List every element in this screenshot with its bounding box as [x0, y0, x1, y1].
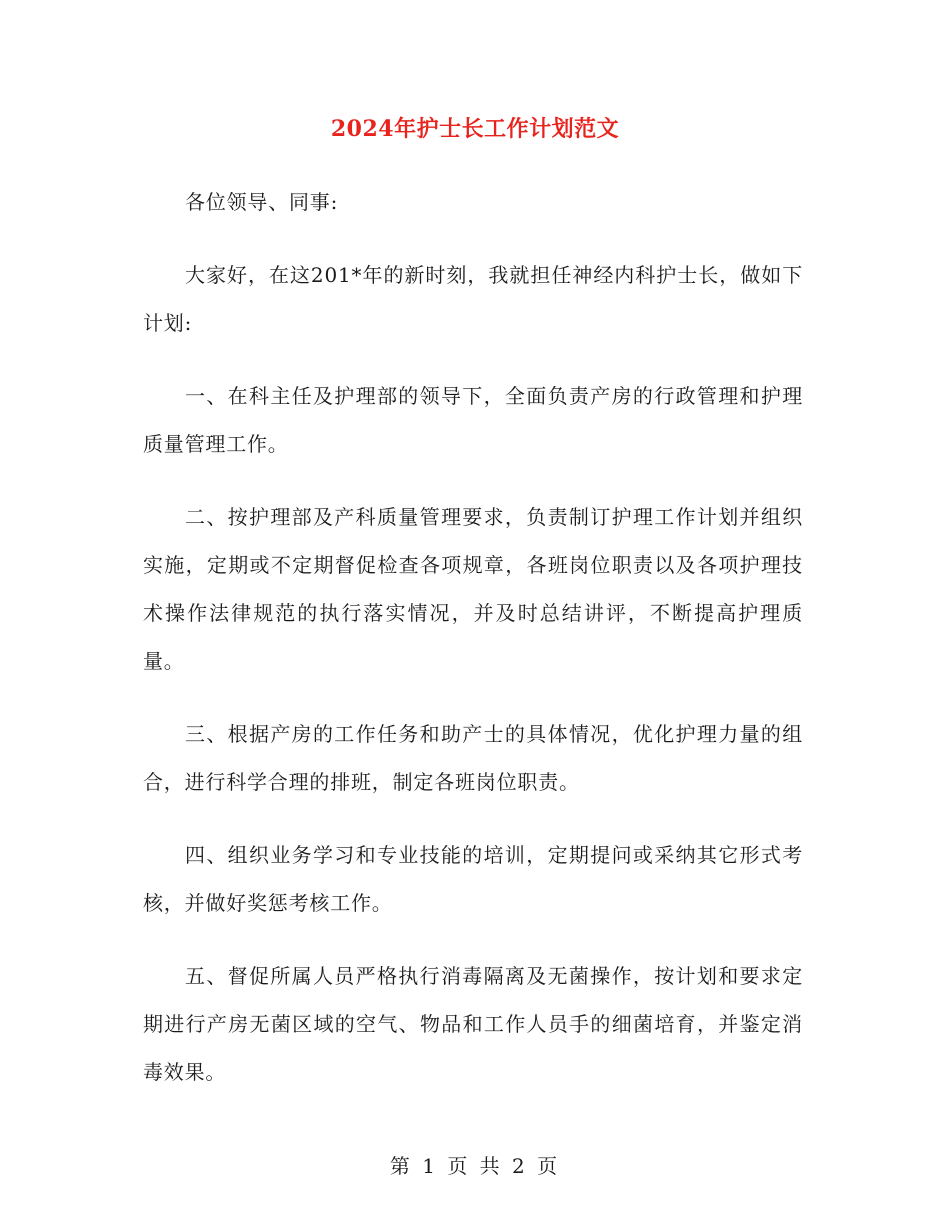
- paragraph-item-5: 五、督促所属人员严格执行消毒隔离及无菌操作，按计划和要求定期进行产房无菌区域的空气、物品和工作人员手的细菌培育，并鉴定消毒效果。: [143, 964, 803, 1084]
- paragraph-greeting: 各位领导、同事:: [185, 190, 339, 214]
- paragraph-intro: 大家好，在这201*年的新时刻，我就担任神经内科护士长，做如下计划:: [143, 263, 803, 335]
- paragraph-item-1: 一、在科主任及护理部的领导下，全面负责产房的行政管理和护理质量管理工作。: [143, 384, 803, 456]
- document-title: 2024年护士长工作计划范文: [330, 116, 620, 142]
- document-body: [143, 178, 803, 1121]
- page-number-footer: 第 1 页 共 2 页: [389, 1154, 561, 1178]
- paragraph-item-4: 四、组织业务学习和专业技能的培训，定期提问或采纳其它形式考核，并做好奖惩考核工作。: [143, 843, 803, 915]
- paragraph-item-2: 二、按护理部及产科质量管理要求，负责制订护理工作计划并组织实施，定期或不定期督促检查各项规章，各班岗位职责以及各项护理技术操作法律规范的执行落实情况，并及时总结讲评，不断提高护理质量。: [143, 505, 803, 673]
- paragraph-item-3: 三、根据产房的工作任务和助产士的具体情况，优化护理力量的组合，进行科学合理的排班，制定各班岗位职责。: [143, 722, 803, 794]
